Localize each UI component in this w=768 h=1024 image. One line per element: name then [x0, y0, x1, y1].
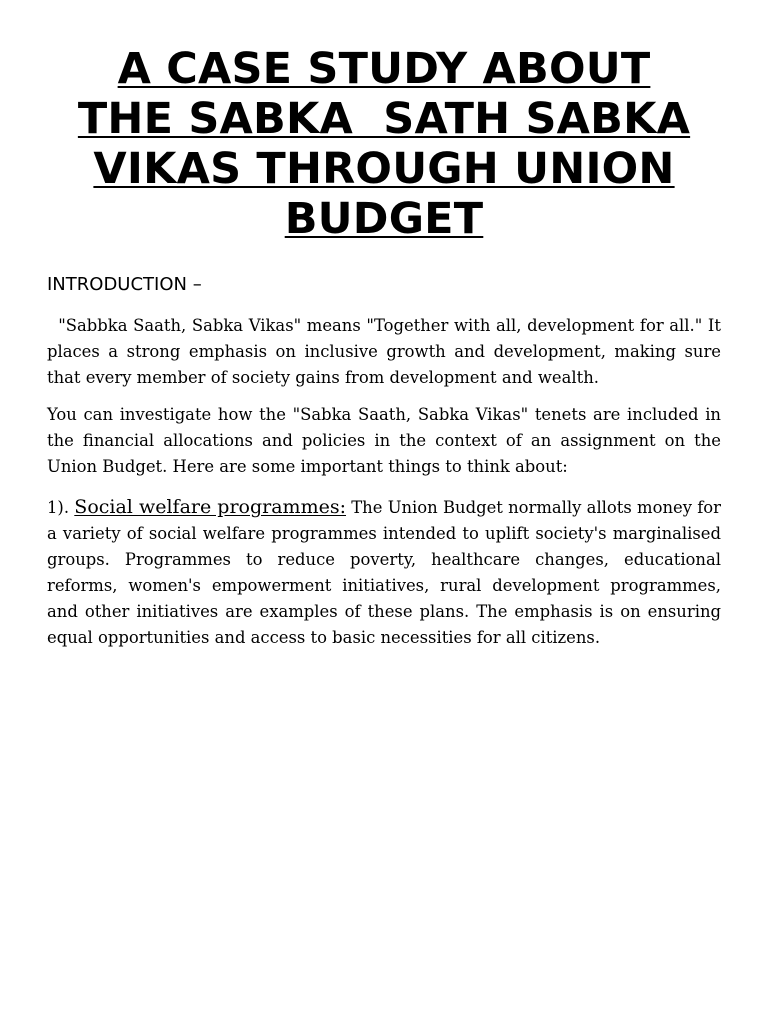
title-line-1-text: A CASE STUDY ABOUT: [117, 44, 651, 94]
document-title: [40, 44, 728, 244]
item-1-heading: Social welfare programmes:: [74, 496, 346, 518]
title-line-2: [40, 94, 728, 144]
item-1-number: 1).: [47, 498, 75, 517]
paragraph-indent: [47, 316, 58, 335]
intro-paragraph-2: You can investigate how the "Sabka Saath, Sabka Vikas" tenets are included in the financial allocations and policies in the context of an assignment on the Union Budget. Here are some important things to think about:: [47, 405, 721, 476]
title-line-4: [40, 194, 728, 244]
title-line-4-text: BUDGET: [284, 194, 484, 244]
title-line-3: [40, 144, 728, 194]
intro-paragraph-1: [47, 313, 721, 391]
title-line-2-text: THE SABKA SATH SABKA: [77, 94, 691, 144]
introduction-heading: INTRODUCTION –: [47, 274, 202, 295]
item-1-paragraph: [47, 494, 721, 651]
title-line-3-text: VIKAS THROUGH UNION: [93, 144, 675, 194]
intro-paragraph-1-text: "Sabbka Saath, Sabka Vikas" means "Together with all, development for all." It places a strong emphasis on inclusive growth and development, making sure that every member of society gains from development and wealth.: [47, 316, 721, 387]
item-1-text: The Union Budget normally allots money for a variety of social welfare programmes intended to uplift society's marginalised groups. Programmes to reduce poverty, healthcare changes, educational reforms, women's empowerment initiatives, rural development programmes, and other initiatives are examples of these plans. The emphasis is on ensuring equal opportunities and access to basic necessities for all citizens.: [47, 498, 721, 647]
title-line-1: [40, 44, 728, 94]
